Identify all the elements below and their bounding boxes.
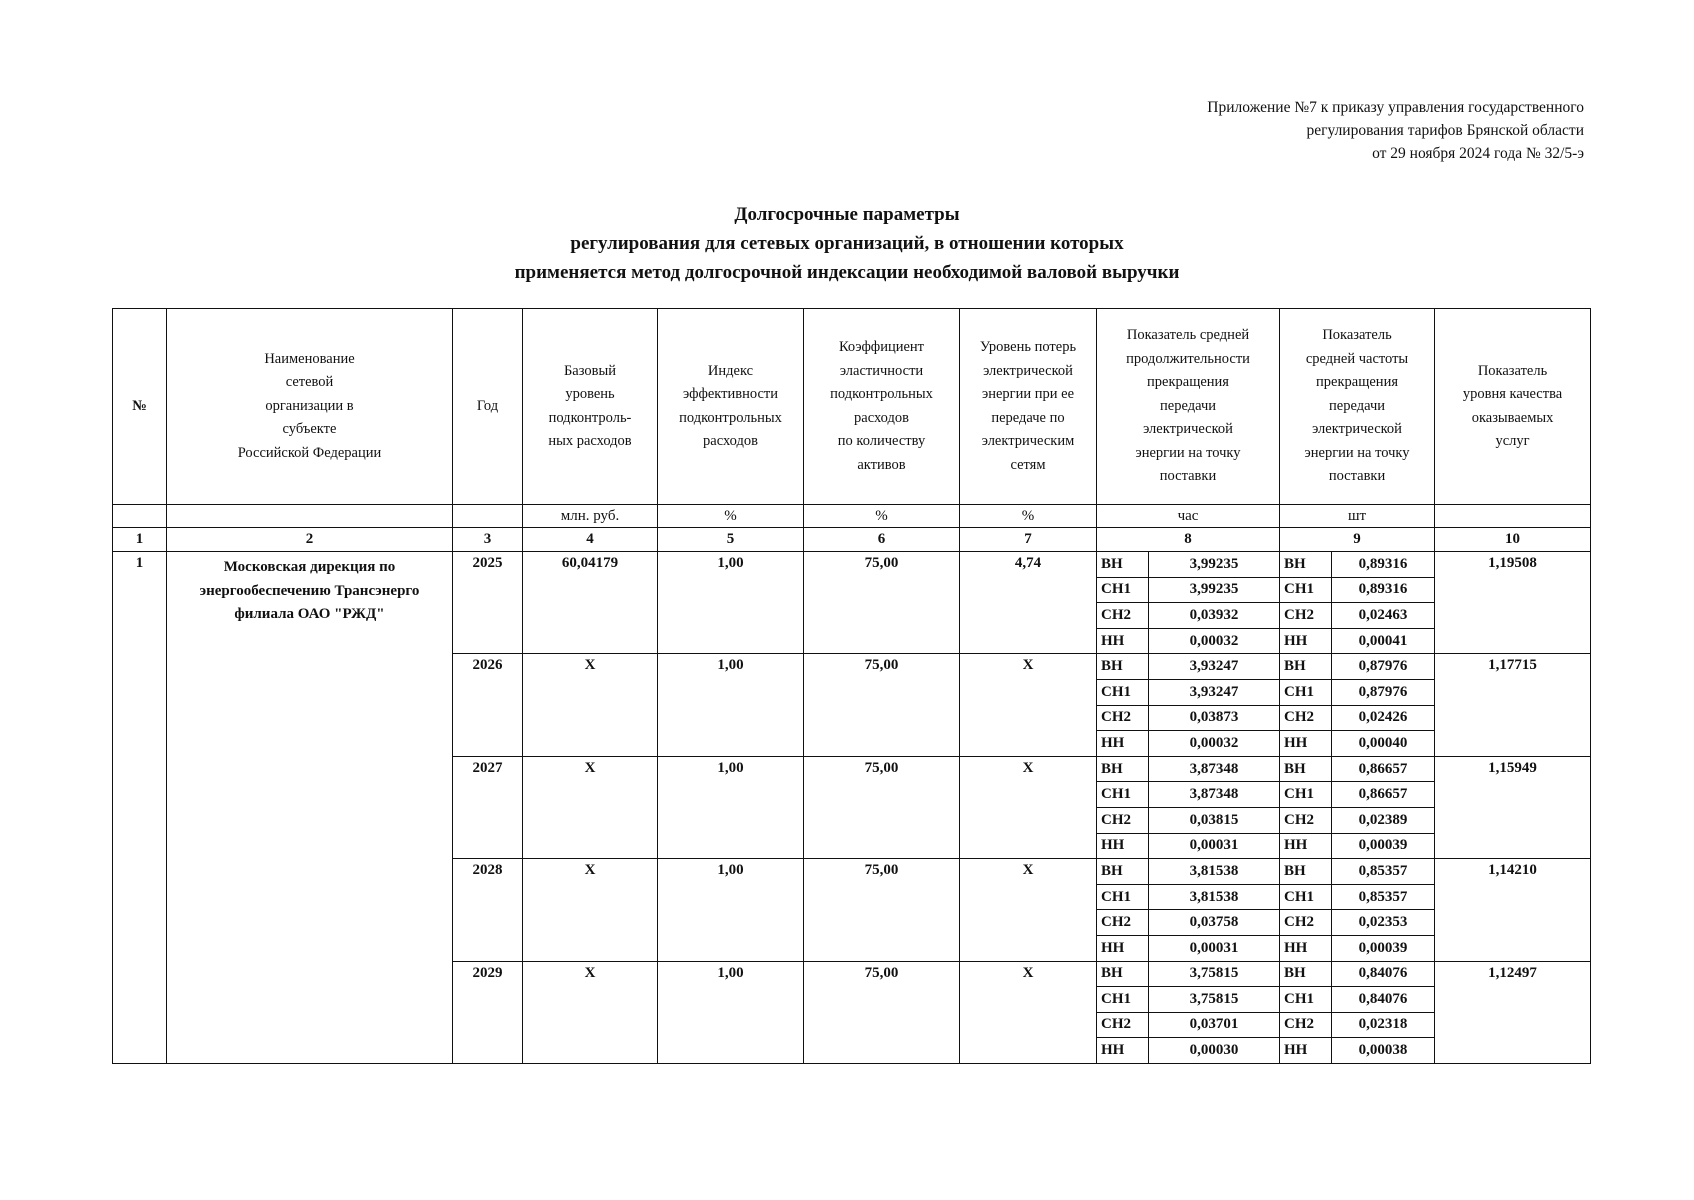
frequency-value: 0,89316	[1332, 552, 1435, 578]
quality-cell: 1,14210	[1435, 859, 1591, 961]
voltage-level-label: НН	[1097, 731, 1149, 757]
frequency-value: 0,87976	[1332, 654, 1435, 680]
unit-base: млн. руб.	[523, 505, 658, 528]
elasticity-cell: 75,00	[804, 756, 960, 858]
column-number: 1	[113, 528, 167, 552]
voltage-level-label: СН2	[1097, 1012, 1149, 1038]
voltage-level-label: ВН	[1280, 859, 1332, 885]
efficiency-index-cell: 1,00	[658, 552, 804, 654]
duration-value: 0,03932	[1149, 603, 1280, 629]
table-body	[113, 309, 1591, 1064]
text-line: передачи	[1329, 397, 1386, 414]
text-line: электрической	[1312, 421, 1402, 438]
voltage-level-label: СН2	[1280, 1012, 1332, 1038]
column-number: 10	[1435, 528, 1591, 552]
text-line: субъекте	[282, 421, 337, 438]
text-line: филиала ОАО "РЖД"	[234, 606, 385, 622]
col-header-base	[523, 309, 658, 505]
organization-name	[167, 552, 453, 1064]
quality-cell: 1,17715	[1435, 654, 1591, 756]
unit-frequency: шт	[1280, 505, 1435, 528]
frequency-value: 0,00039	[1332, 935, 1435, 961]
year-cell: 2025	[453, 552, 523, 654]
text-line: расходов	[854, 409, 909, 426]
frequency-value: 0,02463	[1332, 603, 1435, 629]
losses-cell: 4,74	[960, 552, 1097, 654]
col-header-quality	[1435, 309, 1591, 505]
text-line: продолжительности	[1126, 350, 1250, 367]
year-cell: 2026	[453, 654, 523, 756]
voltage-level-label: ВН	[1097, 961, 1149, 987]
voltage-level-label: СН2	[1280, 603, 1332, 629]
voltage-level-label: СН1	[1280, 782, 1332, 808]
voltage-level-label: НН	[1097, 833, 1149, 859]
duration-value: 3,99235	[1149, 577, 1280, 603]
column-number: 7	[960, 528, 1097, 552]
frequency-value: 0,84076	[1332, 961, 1435, 987]
text-line: сетевой	[285, 374, 334, 391]
row-number: 1	[113, 552, 167, 1064]
voltage-level-label: ВН	[1097, 552, 1149, 578]
quality-cell: 1,12497	[1435, 961, 1591, 1063]
text-line: прекращения	[1147, 374, 1229, 391]
frequency-value: 0,00039	[1332, 833, 1435, 859]
elasticity-cell: 75,00	[804, 961, 960, 1063]
voltage-level-label: СН1	[1280, 577, 1332, 603]
units-row	[113, 505, 1591, 528]
elasticity-cell: 75,00	[804, 859, 960, 961]
text-line: Индекс	[707, 362, 754, 379]
duration-value: 3,75815	[1149, 987, 1280, 1013]
duration-value: 0,00032	[1149, 731, 1280, 757]
quality-cell: 1,15949	[1435, 756, 1591, 858]
frequency-value: 0,00038	[1332, 1038, 1435, 1064]
text-line: передачи	[1160, 397, 1216, 414]
duration-value: 0,03758	[1149, 910, 1280, 936]
frequency-value: 0,85357	[1332, 884, 1435, 910]
duration-value: 0,03815	[1149, 807, 1280, 833]
voltage-level-label: НН	[1280, 628, 1332, 654]
voltage-level-label: СН1	[1097, 679, 1149, 705]
voltage-level-label: СН1	[1280, 679, 1332, 705]
appendix-reference	[1207, 96, 1584, 165]
text-line: Показатель	[1322, 327, 1392, 344]
text-line: сетям	[1010, 456, 1046, 473]
text-line: подконтроль-	[548, 409, 632, 426]
duration-value: 3,87348	[1149, 782, 1280, 808]
voltage-level-label: СН2	[1280, 705, 1332, 731]
column-number: 2	[167, 528, 453, 552]
text-line: ных расходов	[548, 433, 632, 449]
duration-value: 0,03701	[1149, 1012, 1280, 1038]
frequency-value: 0,89316	[1332, 577, 1435, 603]
efficiency-index-cell: 1,00	[658, 859, 804, 961]
text-line: по количеству	[837, 433, 926, 449]
text-line: активов	[857, 456, 906, 473]
voltage-level-label: ВН	[1097, 756, 1149, 782]
col-header-org	[167, 309, 453, 505]
voltage-level-label: НН	[1280, 731, 1332, 757]
year-cell: 2028	[453, 859, 523, 961]
text-line: организации в	[265, 397, 354, 414]
column-number: 9	[1280, 528, 1435, 552]
voltage-level-label: ВН	[1280, 654, 1332, 680]
column-number: 8	[1097, 528, 1280, 552]
voltage-level-label: НН	[1280, 935, 1332, 961]
text-line: энергии на точку	[1135, 444, 1241, 461]
col-header-year: Год	[453, 309, 523, 505]
frequency-value: 0,02389	[1332, 807, 1435, 833]
losses-cell: Х	[960, 961, 1097, 1063]
col-header-no: №	[113, 309, 167, 505]
voltage-level-label: ВН	[1280, 552, 1332, 578]
duration-value: 3,93247	[1149, 679, 1280, 705]
quality-cell: 1,19508	[1435, 552, 1591, 654]
voltage-level-label: ВН	[1280, 961, 1332, 987]
text-line: уровня качества	[1462, 386, 1563, 402]
duration-value: 0,00031	[1149, 935, 1280, 961]
voltage-level-label: НН	[1097, 1038, 1149, 1064]
frequency-value: 0,02318	[1332, 1012, 1435, 1038]
duration-value: 0,00030	[1149, 1038, 1280, 1064]
text-line: поставки	[1159, 468, 1217, 485]
voltage-level-label: СН2	[1097, 910, 1149, 936]
text-line: передаче по	[991, 409, 1065, 426]
text-line: расходов	[703, 433, 758, 449]
text-line: подконтрольных	[679, 409, 782, 426]
elasticity-cell: 75,00	[804, 552, 960, 654]
duration-value: 0,03873	[1149, 705, 1280, 731]
frequency-value: 0,86657	[1332, 782, 1435, 808]
col-header-index	[658, 309, 804, 505]
duration-value: 0,00032	[1149, 628, 1280, 654]
base-cost-cell: Х	[523, 859, 658, 961]
voltage-level-label: СН2	[1097, 603, 1149, 629]
col-header-losses	[960, 309, 1097, 505]
unit-losses: %	[960, 505, 1097, 528]
document-title	[0, 200, 1694, 287]
frequency-value: 0,00040	[1332, 731, 1435, 757]
frequency-value: 0,84076	[1332, 987, 1435, 1013]
text-line: Наименование	[264, 350, 355, 367]
efficiency-index-cell: 1,00	[658, 756, 804, 858]
base-cost-cell: Х	[523, 654, 658, 756]
title-line: Долгосрочные параметры	[734, 204, 960, 225]
voltage-level-label: НН	[1097, 628, 1149, 654]
unit-empty	[453, 505, 523, 528]
frequency-value: 0,02353	[1332, 910, 1435, 936]
title-line: регулирования для сетевых организаций, в отношении которых	[570, 233, 1124, 254]
text-line: электрической	[983, 362, 1073, 379]
voltage-level-label: НН	[1280, 833, 1332, 859]
losses-cell: Х	[960, 859, 1097, 961]
col-header-frequency	[1280, 309, 1435, 505]
year-cell: 2029	[453, 961, 523, 1063]
unit-elastic: %	[804, 505, 960, 528]
voltage-level-label: СН1	[1097, 782, 1149, 808]
efficiency-index-cell: 1,00	[658, 654, 804, 756]
text-line: прекращения	[1316, 374, 1398, 391]
appendix-line: Приложение №7 к приказу управления государственного	[1207, 99, 1584, 116]
text-line: Базовый	[563, 362, 616, 379]
voltage-level-label: СН1	[1097, 987, 1149, 1013]
text-line: эффективности	[683, 386, 778, 402]
text-line: поставки	[1328, 468, 1386, 485]
unit-empty	[113, 505, 167, 528]
column-number: 5	[658, 528, 804, 552]
frequency-value: 0,86657	[1332, 756, 1435, 782]
text-line: подконтрольных	[830, 386, 933, 402]
voltage-level-label: СН1	[1280, 987, 1332, 1013]
text-line: эластичности	[839, 362, 924, 379]
year-cell: 2027	[453, 756, 523, 858]
voltage-level-label: СН1	[1097, 577, 1149, 603]
text-line: электрическим	[981, 433, 1075, 449]
voltage-level-label: ВН	[1280, 756, 1332, 782]
text-line: оказываемых	[1471, 409, 1554, 426]
frequency-value: 0,85357	[1332, 859, 1435, 885]
duration-value: 3,93247	[1149, 654, 1280, 680]
text-line: Уровень потерь	[979, 339, 1077, 355]
text-line: Московская дирекция по	[223, 559, 396, 575]
elasticity-cell: 75,00	[804, 654, 960, 756]
text-line: электрической	[1143, 421, 1233, 438]
base-cost-cell: Х	[523, 961, 658, 1063]
losses-cell: Х	[960, 756, 1097, 858]
voltage-level-label: ВН	[1097, 859, 1149, 885]
voltage-level-label: СН2	[1280, 807, 1332, 833]
efficiency-index-cell: 1,00	[658, 961, 804, 1063]
text-line: Показатель	[1477, 362, 1548, 379]
voltage-level-label: СН1	[1280, 884, 1332, 910]
text-line: Показатель средней	[1126, 327, 1250, 344]
voltage-level-label: СН2	[1097, 807, 1149, 833]
appendix-line: от 29 ноября 2024 года № 32/5-э	[1372, 145, 1584, 162]
parameters-table	[112, 308, 1591, 1064]
frequency-value: 0,02426	[1332, 705, 1435, 731]
unit-empty	[167, 505, 453, 528]
voltage-level-label: СН2	[1280, 910, 1332, 936]
text-line: Российской Федерации	[237, 444, 382, 461]
voltage-level-label: СН2	[1097, 705, 1149, 731]
column-number: 3	[453, 528, 523, 552]
unit-index: %	[658, 505, 804, 528]
duration-value: 3,87348	[1149, 756, 1280, 782]
text-line: энергии при ее	[981, 386, 1075, 402]
column-number: 4	[523, 528, 658, 552]
text-line: средней частоты	[1305, 350, 1409, 367]
column-number: 6	[804, 528, 960, 552]
unit-duration: час	[1097, 505, 1280, 528]
text-line: услуг	[1495, 433, 1530, 449]
base-cost-cell: 60,04179	[523, 552, 658, 654]
voltage-level-label: ВН	[1097, 654, 1149, 680]
voltage-level-label: НН	[1097, 935, 1149, 961]
title-line: применяется метод долгосрочной индексации необходимой валовой выручки	[514, 262, 1180, 283]
duration-value: 3,81538	[1149, 884, 1280, 910]
duration-value: 0,00031	[1149, 833, 1280, 859]
duration-value: 3,75815	[1149, 961, 1280, 987]
duration-value: 3,81538	[1149, 859, 1280, 885]
base-cost-cell: Х	[523, 756, 658, 858]
frequency-value: 0,00041	[1332, 628, 1435, 654]
losses-cell: Х	[960, 654, 1097, 756]
col-header-duration	[1097, 309, 1280, 505]
duration-value: 3,99235	[1149, 552, 1280, 578]
text-line: Коэффициент	[838, 339, 925, 355]
col-header-elastic	[804, 309, 960, 505]
unit-empty	[1435, 505, 1591, 528]
text-line: энергии на точку	[1304, 444, 1410, 461]
text-line: уровень	[565, 386, 615, 402]
column-numbers-row	[113, 528, 1591, 552]
voltage-level-label: НН	[1280, 1038, 1332, 1064]
appendix-line: регулирования тарифов Брянской области	[1306, 122, 1584, 139]
header-row	[113, 309, 1591, 505]
frequency-value: 0,87976	[1332, 679, 1435, 705]
text-line: энергообеспечению Трансэнерго	[199, 582, 420, 599]
table-row	[113, 552, 1591, 578]
voltage-level-label: СН1	[1097, 884, 1149, 910]
